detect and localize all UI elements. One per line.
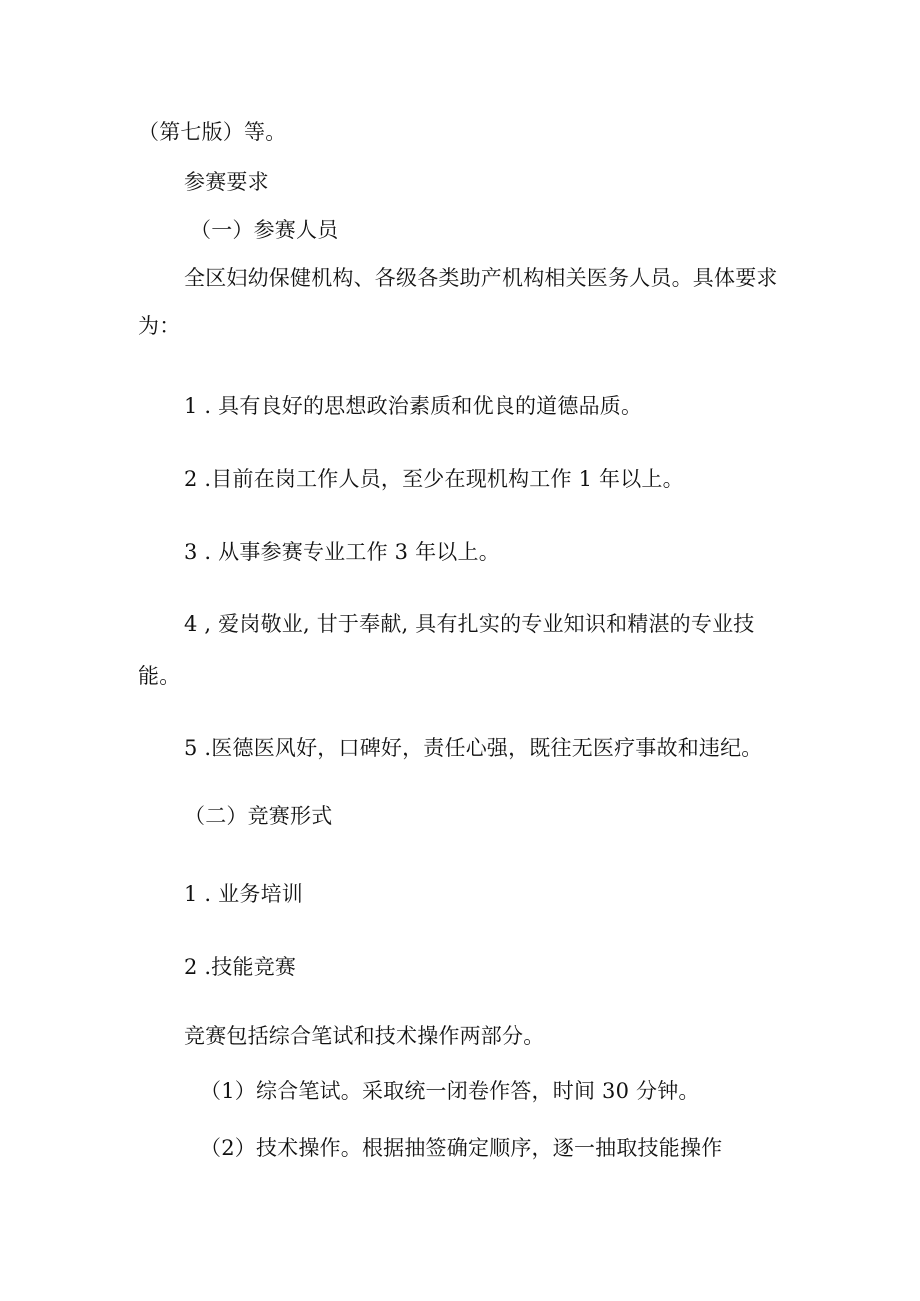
text-line-continuation: （第七版）等。 bbox=[138, 120, 287, 144]
paragraph-participants-cont: 为： bbox=[138, 314, 181, 338]
paragraph-participants: 全区妇幼保健机构、各级各类助产机构相关医务人员。具体要求 bbox=[184, 266, 778, 290]
paragraph-competition-parts: 竞赛包括综合笔试和技术操作两部分。 bbox=[184, 1024, 545, 1048]
section-heading-requirements: 参赛要求 bbox=[184, 170, 269, 194]
list-item-4-cont: 能。 bbox=[138, 664, 181, 688]
list-item-2: 2 .目前在岗工作人员，至少在现机构工作 1 年以上。 bbox=[184, 467, 684, 491]
part-technical-operation: （2）技术操作。根据抽签确定顺序，逐一抽取技能操作 bbox=[200, 1136, 723, 1160]
list-item-4: 4 , 爱岗敬业, 甘于奉献, 具有扎实的专业知识和精湛的专业技 bbox=[184, 612, 755, 636]
list-item-1: 1 . 具有良好的思想政治素质和优良的道德品质。 bbox=[184, 394, 643, 418]
format-item-1: 1 . 业务培训 bbox=[184, 882, 303, 906]
subheading-participants: （一）参赛人员 bbox=[190, 218, 339, 242]
subheading-competition-format: （二）竞赛形式 bbox=[184, 804, 333, 828]
format-item-2: 2 .技能竞赛 bbox=[184, 955, 297, 979]
part-written-exam: （1）综合笔试。采取统一闭卷作答，时间 30 分钟。 bbox=[200, 1079, 700, 1103]
list-item-3: 3 . 从事参赛专业工作 3 年以上。 bbox=[184, 540, 500, 564]
list-item-5: 5 .医德医风好，口碑好，责任心强，既往无医疗事故和违纪。 bbox=[184, 736, 763, 760]
